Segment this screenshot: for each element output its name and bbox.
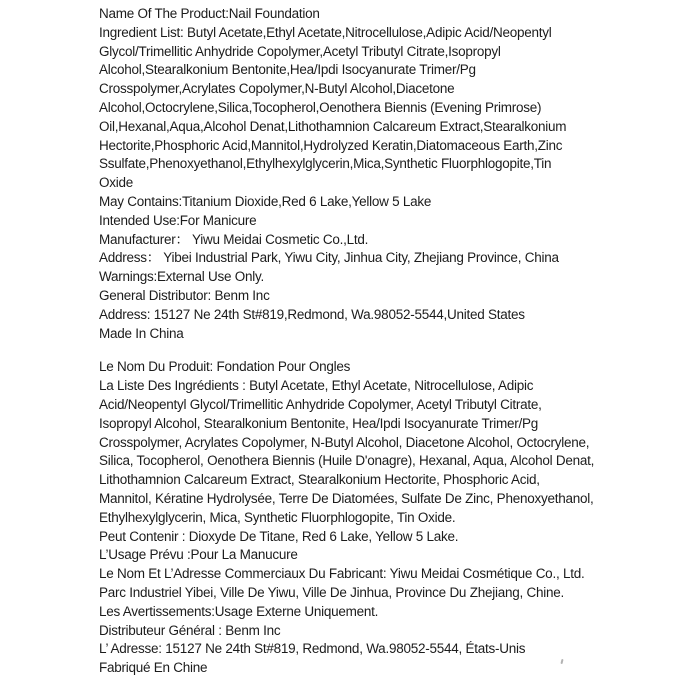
text-line: Isopropyl Alcohol, Stearalkonium Bentonite, Hea/Ipdi Isocyanurate Trimer/Pg [99,415,538,431]
text-line: Parc Industriel Yibei, Ville De Yiwu, Ville De Jinhua, Province Du Zhejiang, Chine. [99,584,565,600]
text-line: Mannitol, Kératine Hydrolysée, Terre De Diatomées, Sulfate De Zinc, Phenoxyethanol, [99,490,594,506]
text-line: Address: 15127 Ne 24th St#819,Redmond, Wa.98052-5544,United States [99,306,525,322]
text-line: Silica, Tocopherol, Oenothera Biennis (Huile D'onagre), Hexanal, Aqua, Alcohol Denat, [99,453,595,469]
text-line: Crosspolymer,Acrylates Copolymer,N-Butyl Alcohol,Diacetone [99,81,455,97]
text-line: Hectorite,Phosphoric Acid,Mannitol,Hydrolyzed Keratin,Diatomaceous Earth,Zinc [99,137,563,153]
french-section [99,358,679,678]
text-line: L’ Adresse: 15127 Ne 24th St#819, Redmond, Wa.98052-5544, États-Unis [99,641,526,657]
text-line: Intended Use:For Manicure [99,212,257,228]
text-line: Peut Contenir : Dioxyde De Titane, Red 6 Lake, Yellow 5 Lake. [99,528,459,544]
text-line: Alcohol,Octocrylene,Silica,Tocopherol,Oenothera Biennis (Evening Primrose) [99,99,542,115]
text-line: Alcohol,Stearalkonium Bentonite,Hea/Ipdi Isocyanurate Trimer/Pg [99,62,476,78]
text-line: Crosspolymer, Acrylates Copolymer, N-Butyl Alcohol, Diacetone Alcohol, Octocrylene, [99,434,590,450]
text-line: Address： Yibei Industrial Park, Yiwu City, Jinhua City, Zhejiang Province, China [99,250,559,266]
text-line: Les Avertissements:Usage Externe Uniquement. [99,603,379,619]
text-line: Acid/Neopentyl Glycol/Trimellitic Anhydride Copolymer, Acetyl Tributyl Citrate, [99,396,542,412]
text-line: Manufacturer： Yiwu Meidai Cosmetic Co.,Ltd. [99,231,369,247]
text-line: Lithothamnion Calcareum Extract, Stearalkonium Hectorite, Phosphoric Acid, [99,472,540,488]
text-line: Fabriqué En Chine [99,660,208,676]
english-section [99,5,679,343]
text-line: La Liste Des Ingrédients : Butyl Acetate, Ethyl Acetate, Nitrocellulose, Adipic [99,378,534,394]
text-line: Oxide [99,175,134,191]
text-line: Ethylhexylglycerin, Mica, Synthetic Fluorphlogopite, Tin Oxide. [99,509,456,525]
text-line: Warnings:External Use Only. [99,269,265,285]
text-line: May Contains:Titanium Dioxide,Red 6 Lake,Yellow 5 Lake [99,193,432,209]
text-line: Glycol/Trimellitic Anhydride Copolymer,Acetyl Tributyl Citrate,Isopropyl [99,43,501,59]
text-line: Oil,Hexanal,Aqua,Alcohol Denat,Lithothamnion Calcareum Extract,Stearalkonium [99,118,567,134]
text-line: Name Of The Product:Nail Foundation [99,6,320,21]
text-line: Made In China [99,325,184,341]
text-line: Le Nom Du Produit: Fondation Pour Ongles [99,359,351,375]
text-line: Ssulfate,Phenoxyethanol,Ethylhexylglycerin,Mica,Synthetic Fluorphlogopite,Tin [99,156,552,172]
text-line: Le Nom Et L’Adresse Commerciaux Du Fabricant: Yiwu Meidai Cosmétique Co., Ltd. [99,566,585,582]
text-line: General Distributor: Benm Inc [99,287,270,303]
text-line: Ingredient List: Butyl Acetate,Ethyl Acetate,Nitrocellulose,Adipic Acid/Neopentyl [99,24,552,40]
text-line: Distributeur Général : Benm Inc [99,622,281,638]
text-line: L’Usage Prévu :Pour La Manucure [99,547,298,563]
